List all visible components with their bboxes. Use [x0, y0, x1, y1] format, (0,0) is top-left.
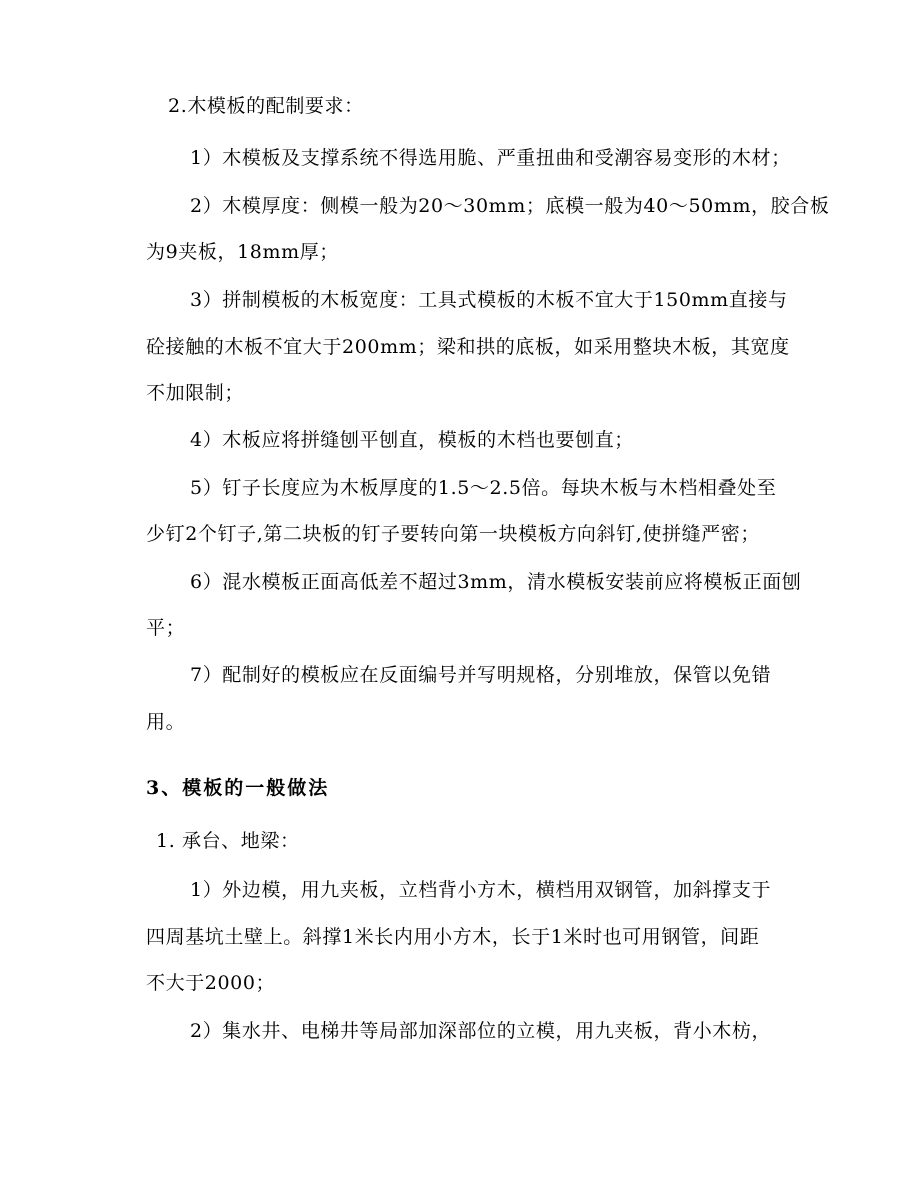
section-heading-formwork-methods: 3、模板的一般做法 — [146, 777, 330, 799]
paragraph-line: 不加限制； — [146, 382, 245, 404]
paragraph-line: 4）木板应将拼缝刨平刨直，模板的木档也要刨直； — [190, 429, 634, 451]
section-title-wood-formwork-requirements: 2.木模板的配制要求： — [168, 95, 364, 117]
paragraph-line: 7）配制好的模板应在反面编号并写明规格，分别堆放，保管以免错 — [190, 664, 772, 686]
paragraph-line: 3）拼制模板的木板宽度：工具式模板的木板不宜大于150mm直接与 — [190, 289, 788, 311]
paragraph-line: 用。 — [146, 711, 186, 733]
paragraph-line: 四周基坑土壁上。斜撑1米长内用小方木，长于1米时也可用钢管，间距 — [146, 926, 760, 948]
paragraph-line: 砼接触的木板不宜大于200mm；梁和拱的底板，如采用整块木板，其宽度 — [146, 336, 790, 358]
paragraph-line: 2）集水井、电梯井等局部加深部位的立模，用九夹板，背小木枋， — [190, 1020, 772, 1042]
paragraph-line: 少钉2个钉子,第二块板的钉子要转向第一块模板方向斜钉,使拼缝严密； — [146, 523, 760, 545]
paragraph-line: 2）木模厚度：侧模一般为20～30mm；底模一般为40～50mm，胶合板 — [190, 195, 830, 217]
paragraph-line: 平； — [146, 617, 186, 639]
paragraph-line: 5）钉子长度应为木板厚度的1.5～2.5倍。每块木板与木档相叠处至 — [190, 477, 777, 499]
paragraph-line: 不大于2000； — [146, 972, 276, 994]
paragraph-line: 1）外边模，用九夹板，立档背小方木，横档用双钢管，加斜撑支于 — [190, 879, 772, 901]
paragraph-line: 6）混水模板正面高低差不超过3mm，清水模板安装前应将模板正面刨 — [190, 571, 802, 593]
paragraph-line: 1）木模板及支撑系统不得选用脆、严重扭曲和受潮容易变形的木材； — [190, 147, 791, 169]
subsection-title-cap-ground-beam: 1. 承台、地梁： — [156, 830, 300, 852]
paragraph-line: 为9夹板，18mm厚； — [146, 241, 339, 263]
